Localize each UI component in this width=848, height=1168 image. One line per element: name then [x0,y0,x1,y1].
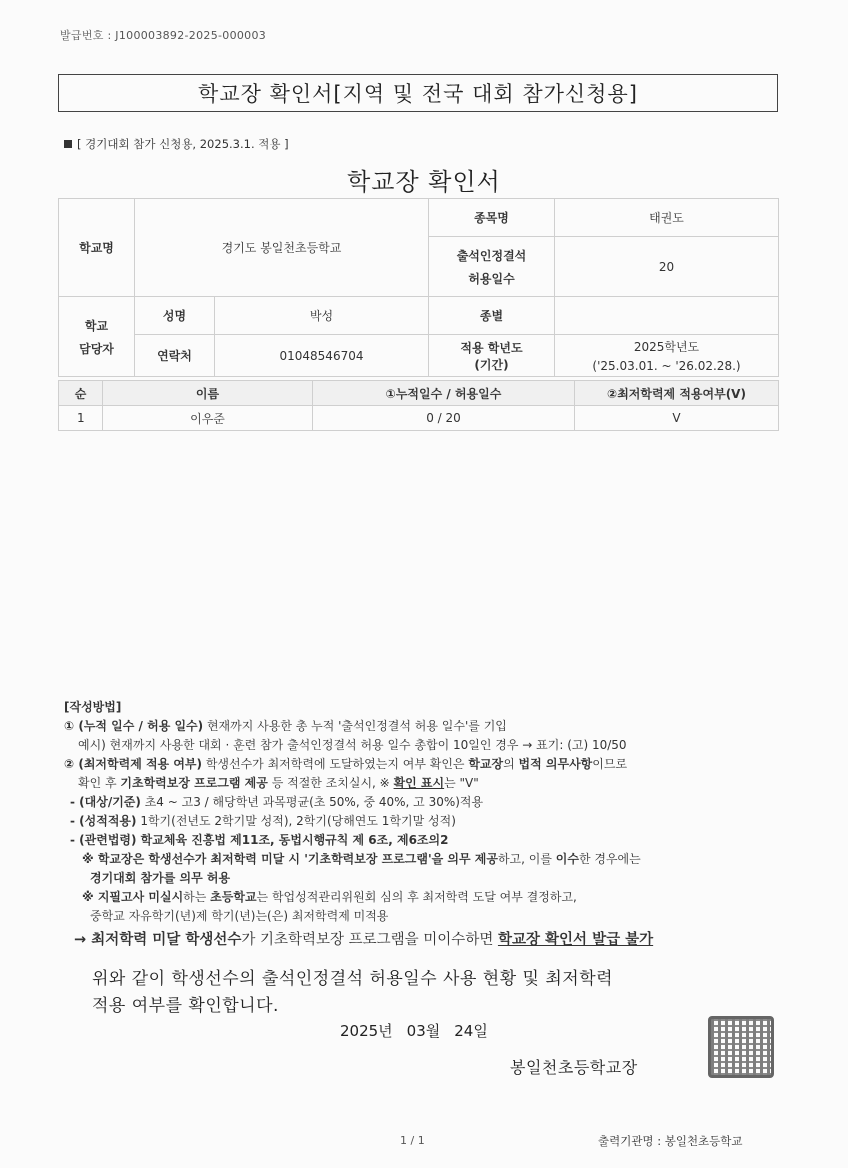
allowed-days-label [429,237,555,297]
row-seq: 1 [59,406,103,431]
method-line-10: ※ 지필고사 미실시하는 초등학교는 학업성적관리위원회 심의 후 최저학력 도달 여부 결정하고, [82,890,577,904]
event-value: 태권도 [555,199,779,237]
method-line-6: - (성적적용) 1학기(전년도 2학기말 성적), 2학기(당해연도 1학기말 성적) [70,814,456,828]
official-seal-icon [708,1016,774,1078]
col-header-min-academic: ②최저학력제 적용여부(V) [575,381,779,406]
method-line-5: - (대상/기준) 초4 ~ 고3 / 해당학년 과목평균(초 50%, 중 40%, 고 30%)적용 [70,795,484,809]
table-header-row [59,381,779,406]
issue-date [340,1020,502,1041]
method-line-4: 확인 후 기초학력보장 프로그램 제공 등 적절한 조치실시, ※ 확인 표시는 "V" [78,776,479,790]
method-line-8: ※ 학교장은 학생선수가 최저학력 미달 시 '기초학력보장 프로그램'을 의무 제공하고, 이를 이수한 경우에는 [82,852,641,866]
issuer-name: 출력기관명 : 봉일천초등학교 [598,1134,743,1148]
date-year: 2025년 [340,1022,393,1040]
method-line-2: 예시) 현재까지 사용한 대회 · 훈련 참가 출석인정결석 허용 일수 총합이 10일인 경우 → 표기: (고) 10/50 [78,738,627,752]
confirmation-line-1: 위와 같이 학생선수의 출석인정결석 허용일수 사용 현황 및 최저학력 [92,969,614,989]
confirmation-statement [92,966,613,1020]
row-name: 이우준 [103,406,313,431]
manager-label [59,297,135,377]
principal-signature: 봉일천초등학교장 [510,1058,638,1077]
header-title: 학교장 확인서[지역 및 전국 대회 참가신청용] [198,82,638,106]
position-value [555,297,779,335]
row-days: 0 / 20 [313,406,575,431]
date-day: 24일 [454,1022,488,1040]
manager-label-line1: 학교 [84,318,109,333]
year-value-line1: 2025학년도 [633,340,700,354]
method-line-3: ② (최저학력제 적용 여부) 학생선수가 최저학력에 도달하였는지 여부 확인은 학교장의 법적 의무사항이므로 [64,757,628,771]
square-bullet-icon [64,140,72,148]
col-header-seq: 순 [59,381,103,406]
contact-value: 01048546704 [215,335,429,377]
col-header-days: ①누적일수 / 허용일수 [313,381,575,406]
year-value-line2: ('25.03.01. ~ '26.02.28.) [592,359,741,373]
subheading-text: [ 경기대회 참가 신청용, 2025.3.1. 적용 ] [77,137,289,151]
issue-number: 발급번호 : J100003892-2025-000003 [60,29,267,42]
allowed-days-value: 20 [555,237,779,297]
method-line-9: 경기대회 참가를 의무 허용 [90,871,231,885]
subheading [64,136,289,152]
date-month: 03월 [406,1022,441,1040]
allowed-days-label-line2: 허용일수 [468,271,515,286]
student-list-table [58,380,779,431]
year-label [429,335,555,377]
page-number: 1 / 1 [400,1134,425,1147]
school-label: 학교명 [59,199,135,297]
method-line-1: ① (누적 일수 / 허용 일수) 현재까지 사용한 총 누적 '출석인정결석 허용 일수'를 기입 [64,719,507,733]
row-min-academic: V [575,406,779,431]
contact-label: 연락처 [135,335,215,377]
school-info-table [58,198,779,377]
writing-method [64,698,784,950]
method-line-12: → 최저학력 미달 학생선수가 기초학력보장 프로그램을 미이수하면 학교장 확인서 발급 불가 [74,932,654,948]
name-value: 박성 [215,297,429,335]
table-row [59,406,779,431]
year-label-line1: 적용 학년도 [460,340,523,355]
event-label: 종목명 [429,199,555,237]
header-title-box [58,74,778,112]
method-line-11: 중학교 자유학기(년)제 학기(년)는(은) 최저학력제 미적용 [90,909,389,923]
position-label: 종별 [429,297,555,335]
document-title: 학교장 확인서 [347,168,501,196]
confirmation-line-2: 적용 여부를 확인합니다. [92,996,279,1016]
method-line-7: - (관련법령) 학교체육 진흥법 제11조, 동법시행규칙 제 6조, 제6조의2 [70,833,449,847]
school-value: 경기도 봉일천초등학교 [135,199,429,297]
method-heading: [작성방법] [64,700,122,714]
col-header-name: 이름 [103,381,313,406]
manager-label-line2: 담당자 [79,341,114,356]
year-value [555,335,779,377]
name-label: 성명 [135,297,215,335]
allowed-days-label-line1: 출석인정결석 [456,248,527,263]
year-label-line2: (기간) [474,357,509,372]
